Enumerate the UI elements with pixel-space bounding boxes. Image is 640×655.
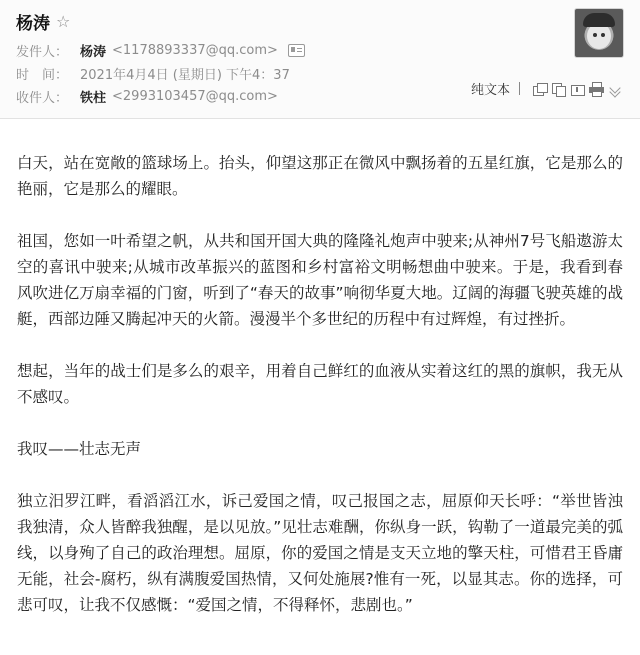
sender-address: <1178893337@qq.com> — [112, 43, 278, 58]
download-icon[interactable] — [570, 82, 586, 96]
body-paragraph: 我叹——壮志无声 — [17, 440, 142, 458]
mail-header — [0, 0, 640, 119]
recipient-name[interactable]: 铁柱 — [80, 91, 107, 106]
print-icon[interactable] — [589, 82, 605, 96]
mail-toolbar — [471, 79, 624, 98]
star-icon[interactable]: ☆ — [56, 11, 71, 31]
subject-row — [16, 9, 72, 34]
expand-icon[interactable] — [608, 82, 624, 96]
toolbar-divider — [519, 82, 520, 95]
time-row — [16, 64, 290, 83]
copy-icon[interactable] — [551, 82, 567, 96]
body-paragraph: 祖国，您如一叶希望之帆，从共和国开国大典的隆隆礼炮声中驶来;从神州7号飞船遨游太空的喜讯中驶来;从城市改革振兴的蓝图和乡村富裕文明畅想曲中驶来。于是，我看到春风吹进亿万扇幸福的门窗，听到了“春天的故事”响彻华夏大地。辽阔的海疆飞驶英雄的战艇，西部边陲又腾起冲天的火箭。漫漫半个多世纪的历程中有过辉煌，有过挫折。 — [17, 232, 623, 328]
recipient-address: <2993103457@qq.com> — [112, 89, 278, 104]
mail-subject: 杨涛 — [16, 14, 50, 34]
from-row — [16, 41, 305, 60]
from-label: 发件人： — [16, 45, 69, 60]
to-row — [16, 87, 278, 106]
body-paragraph: 白天，站在宽敞的篮球场上。抬头，仰望这那正在微风中飘扬着的五星红旗，它是那么的艳丽，它是那么的耀眼。 — [17, 154, 623, 198]
window-icon[interactable] — [532, 82, 548, 96]
mail-body — [17, 150, 623, 644]
sent-time: 2021年4月4日 (星期日) 下午4：37 — [80, 68, 290, 83]
body-paragraph: 想起，当年的战士们是多么的艰辛，用着自己鲜红的血液从实着这红的黑的旗帜，我无从不感叹。 — [17, 362, 623, 406]
avatar[interactable] — [574, 8, 624, 58]
body-paragraph: 独立汨罗江畔，看滔滔江水，诉己爱国之情，叹己报国之志，屈原仰天长呼：“举世皆浊我独清，众人皆醉我独醒，是以见放。”见壮志难酬，你纵身一跃，钩勒了一道最完美的弧线，以身殉了自己的政治理想。屈原，你的爱国之情是支天立地的擎天柱，可惜君王昏庸无能，社会-腐朽，纵有满腹爱国热情，又何处施展?惟有一死，以显其志。你的选择，可悲可叹，让我不仅感慨：“爱国之情，不得释怀，悲剧也。” — [17, 492, 623, 614]
plain-text-link[interactable]: 纯文本 — [470, 83, 510, 98]
sender-name[interactable]: 杨涛 — [80, 45, 107, 60]
contact-card-icon[interactable] — [288, 44, 305, 57]
to-label: 收件人： — [16, 91, 69, 106]
time-label: 时 间： — [16, 68, 69, 83]
